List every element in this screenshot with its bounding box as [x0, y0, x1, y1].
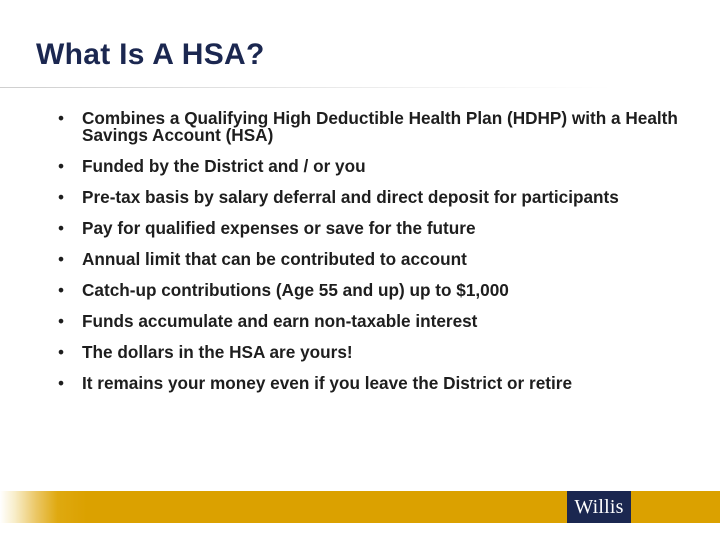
bullet-item-annual-limit: • Annual limit that can be contributed to account: [58, 251, 698, 268]
bullet-list: [58, 110, 698, 406]
bullet-item-funds-accumulate: • Funds accumulate and earn non-taxable interest: [58, 313, 698, 330]
willis-logo: [567, 491, 631, 523]
bullet-item-pre-tax-basis: • Pre-tax basis by salary deferral and direct deposit for participants: [58, 189, 698, 206]
bullet-item-remains-your-money: • It remains your money even if you leave the District or retire: [58, 375, 698, 392]
bullet-item-funded-by: • Funded by the District and / or you: [58, 158, 698, 175]
bullet-item-catch-up: • Catch-up contributions (Age 55 and up) up to $1,000: [58, 282, 698, 299]
slide-title: What Is A HSA?: [36, 38, 265, 71]
bullet-item-pay-or-save: • Pay for qualified expenses or save for the future: [58, 220, 698, 237]
title-divider: [0, 87, 720, 88]
logo-wordmark: Willis: [574, 495, 624, 518]
bullet-item-combines-hdhp-hsa: • Combines a Qualifying High Deductible Health Plan (HDHP) with a Health Savings Account (HSA): [58, 110, 698, 144]
bullet-item-dollars-yours: • The dollars in the HSA are yours!: [58, 344, 698, 361]
